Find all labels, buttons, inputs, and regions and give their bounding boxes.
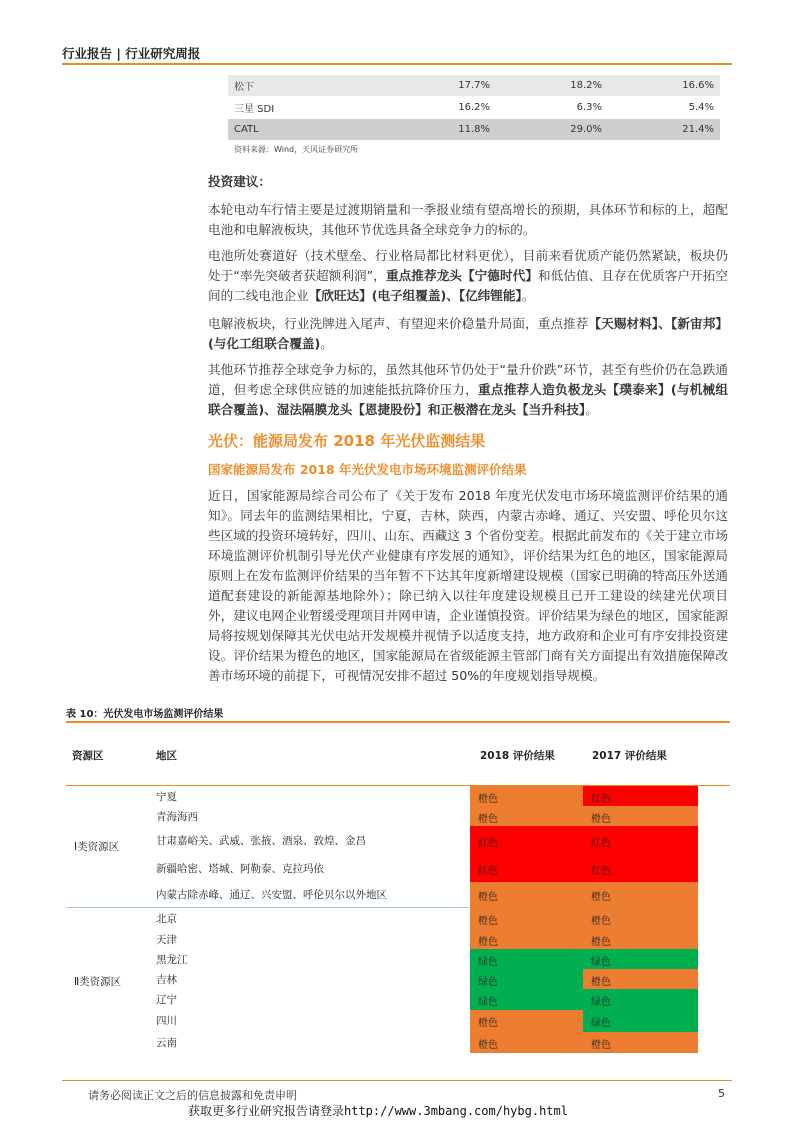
text-run: 和低估值、且存在优质客户开拓空间的二线电池企业 bbox=[208, 268, 728, 303]
result-2017: 红色 bbox=[583, 786, 698, 806]
table-row bbox=[228, 97, 720, 119]
zone-label: Ⅰ类资源区 bbox=[74, 841, 120, 853]
region-name: 辽宁 bbox=[156, 994, 177, 1006]
result-2017: 红色 bbox=[583, 856, 698, 882]
caption-divider bbox=[66, 721, 730, 723]
table-row bbox=[150, 856, 698, 882]
result-2018: 橙色 bbox=[470, 929, 583, 949]
result-2017: 绿色 bbox=[583, 989, 698, 1010]
table-row bbox=[150, 989, 698, 1010]
region-name: 北京 bbox=[156, 913, 177, 925]
region-name: 天津 bbox=[156, 934, 177, 946]
invest-title: 投资建议： bbox=[208, 174, 271, 189]
table-row bbox=[150, 969, 698, 989]
share-value: 5.4% bbox=[608, 97, 720, 119]
invest-paragraph-2 bbox=[208, 246, 728, 306]
table-row bbox=[150, 826, 698, 856]
header-divider bbox=[62, 63, 732, 65]
result-2018: 橙色 bbox=[470, 882, 583, 908]
table-row bbox=[150, 882, 698, 908]
region-name: 宁夏 bbox=[156, 791, 177, 803]
result-2018: 绿色 bbox=[470, 949, 583, 969]
section-subheading: 国家能源局发布 2018 年光伏发电市场环境监测评价结果 bbox=[208, 462, 527, 477]
share-value: 21.4% bbox=[608, 119, 720, 141]
table-row bbox=[150, 1032, 698, 1053]
table-row bbox=[150, 1010, 698, 1032]
col-header-2017: 2017 评价结果 bbox=[592, 750, 667, 762]
text-run-bold: 【欣旺达】(电子组覆盖)、【亿纬锂能】 bbox=[308, 288, 522, 303]
region-name: 四川 bbox=[156, 1015, 177, 1027]
table-row bbox=[228, 75, 720, 97]
result-2018: 红色 bbox=[470, 856, 583, 882]
result-2017: 橙色 bbox=[583, 806, 698, 826]
text-run: 电解液板块，行业洗牌进入尾声、有望迎来价稳量升局面，重点推荐 bbox=[208, 316, 589, 331]
section-heading: 光伏：能源局发布 2018 年光伏监测结果 bbox=[208, 432, 486, 450]
text-run: 。 bbox=[521, 288, 535, 303]
result-2018: 橙色 bbox=[470, 908, 583, 929]
footer-divider bbox=[62, 1080, 732, 1081]
region-name: 云南 bbox=[156, 1037, 177, 1049]
result-2018: 橙色 bbox=[470, 806, 583, 826]
text-run-bold: 重点推荐人造负极龙头【璞泰来】(与机械组联合覆盖)、湿法隔膜龙头【恩捷股份】和正极潜在龙头【当升科技】 bbox=[208, 382, 729, 417]
table-row bbox=[150, 908, 698, 929]
text-run: 。 bbox=[585, 402, 598, 417]
pv-paragraph: 近日，国家能源局综合司公布了《关于发布 2018 年度光伏发电市场环境监测评价结果的通知》。同去年的监测结果相比，宁夏，吉林，陕西，内蒙古赤峰、通辽、兴安盟、呼伦贝尔这些区域的投资环境转好，四川、山东、西藏这 3 个省份变差。根据此前发布的《关于建立市场环境监测评价机制引导光伏产业健康有序发展的通知》，评价结果为红色的地区，国家能源局原则上在发布监测评价结果的当年暂不下达其年度新增建设规模（国家已明确的特高压外送通道配套建设的新能源基地除外）；除已纳入以往年度建设规模且已开工建设的续建光伏项目外，建议电网企业暂缓受理项目并网申请，企业谨慎投资。评价结果为绿色的地区，国家能源局将按规划保障其光伏电站开发规模并视情予以适度支持，地方政府和企业可有序安排投资建设。评价结果为橙色的地区，国家能源局在省级能源主管部门商有关方面提出有效措施保障改善市场环境的前提下，可视情况安排不超过 50%的年度规划指导规模。 bbox=[208, 488, 728, 683]
result-2017: 橙色 bbox=[583, 1032, 698, 1053]
region-name: 黑龙江 bbox=[156, 954, 188, 966]
result-2017: 橙色 bbox=[583, 929, 698, 949]
report-header: 行业报告 | 行业研究周报 bbox=[62, 46, 201, 61]
result-2017: 橙色 bbox=[583, 882, 698, 908]
share-value: 11.8% bbox=[384, 119, 496, 141]
share-value: 16.6% bbox=[608, 75, 720, 97]
share-value: 29.0% bbox=[496, 119, 608, 141]
table-caption: 表 10：光伏发电市场监测评价结果 bbox=[66, 709, 224, 720]
table-row bbox=[150, 929, 698, 949]
result-2017: 橙色 bbox=[583, 969, 698, 989]
text-run: 电池所处赛道好（技术壁垒、行业格局都比材料更优），目前来看优质产能仍然紧缺，板块仍处于“率先突破者获超额利润”， bbox=[208, 248, 728, 283]
table-source: 资料来源：Wind，天风证券研究所 bbox=[234, 145, 359, 154]
share-value: 6.3% bbox=[496, 97, 608, 119]
result-2017: 绿色 bbox=[583, 1010, 698, 1032]
result-2018: 橙色 bbox=[470, 1032, 583, 1053]
text-run: 其他环节推荐全球竞争力标的，虽然其他环节仍处于“量升价跌”环节，甚至有些价仍在急跌通道，但考虑全球供应链的加速能抵抗降价压力， bbox=[208, 362, 728, 397]
market-share-table bbox=[228, 75, 720, 141]
result-2018: 橙色 bbox=[470, 1010, 583, 1032]
col-header-2018: 2018 评价结果 bbox=[480, 750, 555, 762]
region-name: 新疆哈密、塔城、阿勒泰、克拉玛依 bbox=[156, 863, 324, 875]
region-name: 吉林 bbox=[156, 974, 177, 986]
promo-link[interactable]: 获取更多行业研究报告请登录http://www.3mbang.com/hybg.html bbox=[188, 1104, 568, 1118]
text-run: 。 bbox=[320, 336, 333, 351]
invest-paragraph-3 bbox=[208, 314, 728, 354]
region-name: 青海海西 bbox=[156, 811, 198, 823]
result-2018: 橙色 bbox=[470, 786, 583, 806]
share-value: 16.2% bbox=[384, 97, 496, 119]
result-2017: 绿色 bbox=[583, 949, 698, 969]
col-header-zone: 资源区 bbox=[72, 750, 104, 762]
share-value: 18.2% bbox=[496, 75, 608, 97]
page-number: 5 bbox=[718, 1087, 725, 1100]
share-value: 17.7% bbox=[384, 75, 496, 97]
col-header-region: 地区 bbox=[156, 750, 177, 762]
company-name: CATL bbox=[228, 119, 384, 141]
table-row bbox=[150, 806, 698, 826]
result-2018: 绿色 bbox=[470, 969, 583, 989]
result-2018: 绿色 bbox=[470, 989, 583, 1010]
text-run-bold: 重点推荐龙头【宁德时代】 bbox=[385, 268, 538, 283]
invest-paragraph-4 bbox=[208, 360, 728, 420]
result-2017: 橙色 bbox=[583, 908, 698, 929]
table-row bbox=[228, 119, 720, 141]
result-2017: 红色 bbox=[583, 826, 698, 856]
region-name: 甘肃嘉峪关、武威、张掖、酒泉、敦煌、金昌 bbox=[156, 835, 366, 847]
zone-label: Ⅱ类资源区 bbox=[74, 976, 122, 988]
table-row bbox=[150, 786, 698, 806]
text-run-bold: 【天赐材料】、【新宙邦】(与化工组联合覆盖) bbox=[208, 316, 729, 351]
company-name: 三星 SDI bbox=[228, 97, 384, 119]
invest-paragraph-1: 本轮电动车行情主要是过渡期销量和一季报业绩有望高增长的预期，具体环节和标的上，超配电池和电解液板块，其他环节优选具备全球竞争力的标的。 bbox=[208, 202, 728, 237]
result-2018: 红色 bbox=[470, 826, 583, 856]
footer-disclaimer: 请务必阅读正文之后的信息披露和免责申明 bbox=[88, 1089, 297, 1102]
region-name: 内蒙古除赤峰、通辽、兴安盟、呼伦贝尔以外地区 bbox=[156, 889, 387, 901]
table-row bbox=[150, 949, 698, 969]
company-name: 松下 bbox=[228, 75, 384, 97]
